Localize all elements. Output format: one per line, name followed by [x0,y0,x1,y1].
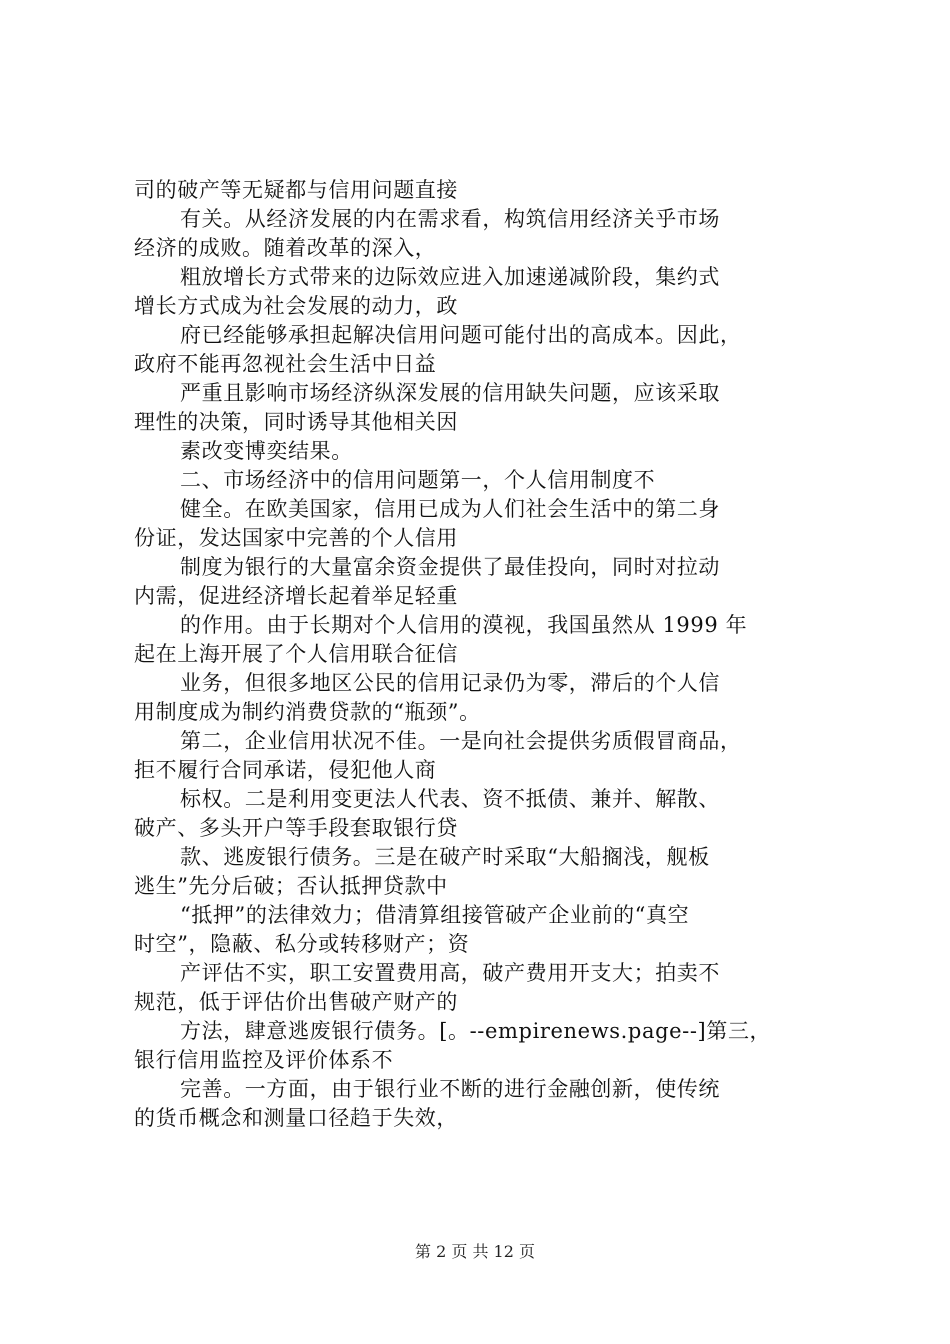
text-line: 产评估不实，职工安置费用高，破产费用开支大；拍卖不 [180,961,720,985]
text-line: 严重且影响市场经济纵深发展的信用缺失问题，应该采取 [180,381,720,405]
text-line: 二、市场经济中的信用问题第一，个人信用制度不 [180,468,656,492]
text-line: 方法，肆意逃废银行债务。[。--empirenews.page--]第三， [180,1019,772,1043]
text-line: 的货币概念和测量口径趋于失效， [134,1106,458,1130]
text-line: “抵押”的法律效力；借清算组接管破产企业前的“真空 [180,903,690,927]
text-line: 经济的成败。随着改革的深入， [134,236,437,260]
page-footer: 第 2 页 共 12 页 [415,1242,535,1261]
text-line: 规范，低于评估价出售破产财产的 [134,990,458,1014]
text-line: 破产、多头开户等手段套取银行贷 [134,816,458,840]
text-line: 有关。从经济发展的内在需求看，构筑信用经济关乎市场 [180,207,720,231]
text-line: 完善。一方面，由于银行业不断的进行金融创新，使传统 [180,1077,720,1101]
text-line: 粗放增长方式带来的边际效应进入加速递减阶段，集约式 [180,265,720,289]
text-line: 起在上海开展了个人信用联合征信 [134,642,458,666]
text-line: 的作用。由于长期对个人信用的漠视，我国虽然从 1999 年 [180,613,748,637]
text-line: 用制度成为制约消费贷款的“瓶颈”。 [134,700,481,724]
text-line: 第二，企业信用状况不佳。一是向社会提供劣质假冒商品， [180,729,742,753]
text-line: 制度为银行的大量富余资金提供了最佳投向，同时对拉动 [180,555,720,579]
text-line: 司的破产等无疑都与信用问题直接 [134,178,458,202]
text-line: 政府不能再忽视社会生活中日益 [134,352,437,376]
text-line: 标权。二是利用变更法人代表、资不抵债、兼并、解散、 [180,787,720,811]
text-line: 业务，但很多地区公民的信用记录仍为零，滞后的个人信 [180,671,720,695]
text-line: 府已经能够承担起解决信用问题可能付出的高成本。因此， [180,323,742,347]
text-line: 素改变博奕结果。 [180,439,353,463]
text-line: 时空”，隐蔽、私分或转移财产；资 [134,932,470,956]
text-line: 逃生”先分后破；否认抵押贷款中 [134,874,448,898]
text-line: 健全。在欧美国家，信用已成为人们社会生活中的第二身 [180,497,720,521]
text-line: 份证，发达国家中完善的个人信用 [134,526,458,550]
text-line: 理性的决策，同时诱导其他相关因 [134,410,458,434]
text-line: 款、逃废银行债务。三是在破产时采取“大船搁浅，舰板 [180,845,710,869]
text-line: 拒不履行合同承诺，侵犯他人商 [134,758,437,782]
text-line: 银行信用监控及评价体系不 [134,1048,394,1072]
text-line: 内需，促进经济增长起着举足轻重 [134,584,458,608]
text-line: 增长方式成为社会发展的动力，政 [134,294,458,318]
document-body [134,176,834,1133]
